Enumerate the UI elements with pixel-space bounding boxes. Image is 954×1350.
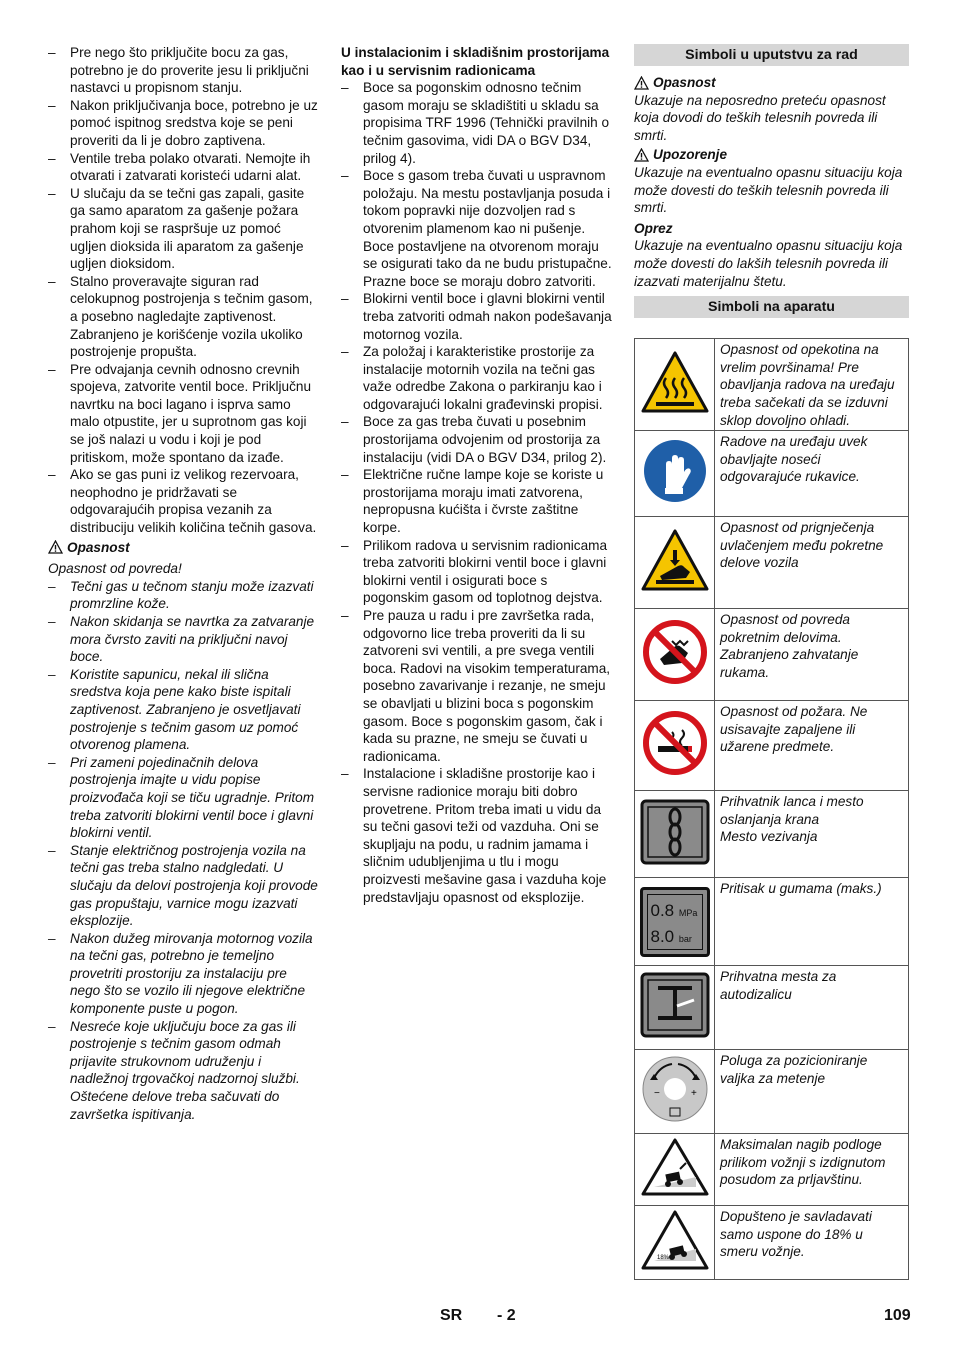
list-item: – Nesreće koje uključuju boce za gas ili postrojenje s tečnim gasom odmah prijavite strukovnom udruženju i nadležnoj trgovačkoj nadzornoj službi. Oštećene delove treba sačuvati do završetka ispitivanja. <box>48 1018 320 1124</box>
list-item: – Pri zameni pojedinačnih delova postrojenja imajte u vidu popise proizvođača koji se tiču ugradnje. Pritom treba zatvoriti blokirni ventil boce i glavni blokirni ventil. <box>48 754 320 842</box>
symbol-row <box>635 1134 909 1206</box>
section-title-manual-symbols: Simboli u uputstvu za rad <box>634 44 909 66</box>
warning-triangle-icon <box>634 148 649 162</box>
section-title-device-symbols: Simboli na aparatu <box>634 296 909 318</box>
upozorenje-text: Ukazuje na eventualno opasnu situaciju koja može dovesti do teških telesnih povreda ili smrti. <box>634 164 903 216</box>
upozorenje-label: Upozorenje <box>653 147 728 163</box>
symbol-icon-cell <box>635 1134 715 1206</box>
symbol-icon-cell <box>635 1050 715 1134</box>
svg-text:−: − <box>653 1088 660 1100</box>
opasnost-text: Ukazuje na neposredno preteću opasnost koja dovodi do teških telesnih povreda ili smrti. <box>634 92 886 143</box>
hand-crush-icon <box>640 528 710 592</box>
symbol-icon-cell <box>635 966 715 1050</box>
symbol-text: Prihvatnik lanca i mesto oslanjanja krana Mesto vezivanja <box>715 791 909 878</box>
symbol-text: Poluga za pozicioniranje valjka za metenje <box>715 1050 909 1134</box>
opasnost-heading <box>634 74 909 92</box>
hot-surface-icon <box>640 350 710 414</box>
section-heading: U instalacionim i skladišnim prostorijama kao i u servisnim radionicama <box>341 45 610 78</box>
max-tilt-icon <box>640 1137 710 1197</box>
symbol-icon-cell <box>635 431 715 517</box>
oprez-label: Oprez <box>634 220 673 236</box>
svg-text:+: + <box>690 1088 697 1100</box>
opasnost-label: Opasnost <box>653 75 716 90</box>
symbol-row <box>635 339 909 431</box>
list-item: – U slučaju da se tečni gas zapali, gasite ga samo aparatom za gašenje požara prahom koji se raspršuje uz pomoć ugljen dioksida ili aparatom za gašenje ugljen dioksidom. <box>48 185 320 273</box>
symbol-text: Maksimalan nagib podloge prilikom vožnji s izdignutom posudom za prljavštinu. <box>715 1134 909 1206</box>
symbol-icon-cell <box>635 878 715 966</box>
footer-page-number: 109 <box>884 1307 911 1324</box>
warning-heading <box>48 539 320 557</box>
chain-icon <box>640 799 710 865</box>
max-slope-icon <box>640 1209 710 1271</box>
footer-section: - 2 <box>497 1307 516 1324</box>
list-item: – Nakon skidanja se navrtka za zatvaranje mora čvrsto zaviti na priključni navoj boce. <box>48 613 320 666</box>
symbol-row <box>635 1206 909 1280</box>
list-item: – Stanje električnog postrojenja vozila na tečni gas treba stalno nadgledati. U slučaju da delovi postrojenja koji provode gas propuštaju, varnice mogu izazvati eksplozije. <box>48 842 320 930</box>
symbol-row <box>635 878 909 966</box>
symbol-text: Dopušteno je savladavati samo uspone do 18% u smeru vožnje. <box>715 1206 909 1280</box>
list-item: – Instalacione i skladišne prostorije kao i servisne radionice moraju biti dobro provetrene. Pritom treba imati u vidu da su tečni gasovi teži od vazduha. Oni se skupljaju na podu, u radnim jamama i sličnim udubljenjima u tlu i mogu proizvesti mešavine gasa i vazduha koje predstavljaju opasnost od eksplozije. <box>341 765 613 906</box>
symbol-icon-cell <box>635 609 715 701</box>
symbol-row <box>635 791 909 878</box>
symbol-row <box>635 966 909 1050</box>
column-3 <box>634 44 909 1280</box>
slope-label: 18% <box>656 1255 669 1262</box>
list-item: – Pre pauza u radu i pre završetka rada, odgovorno lice treba proveriti da li su zatvoreni svi ventili, a pre svega ventili boca. Radovi na visokim temperaturama, posebno zavarivanje i rezanje, ne smeju se obavljati u blizini boca s pogonskim gasom. Boce s pogonskim gasom, čak i kada su prazne, ne smeju se čuvati u radionicama. <box>341 607 613 765</box>
list-item: – Nakon dužeg mirovanja motornog vozila na tečni gas, potrebno je temeljno provetriti prostoriju za instalaciju pre nego što se vozilo ili njegove električne komponente puste u pogon. <box>48 930 320 1018</box>
list-item: – Blokirni ventil boce i glavni blokirni ventil treba zatvoriti odmah nakon podešavanja motornog vozila. <box>341 290 613 343</box>
no-reach-icon <box>642 619 708 685</box>
pressure-bar-unit: bar <box>678 933 692 944</box>
list-item: – Ventile treba polako otvarati. Nemojte ih otvarati i zatvarati koristeći udarni alat. <box>48 150 320 185</box>
warning-intro: Opasnost od povreda! <box>48 561 182 577</box>
tire-pressure-icon <box>640 887 710 957</box>
list-item: – Pre odvajanja cevnih odnosno crevnih spojeva, zatvorite ventil boce. Priključnu navrtku na boci lagano i isprva samo malo otpustite, jer u suprotnom gas koji se još nalazi u vodu i koji je pod pritiskom, može spontano da izađe. <box>48 361 320 467</box>
upozorenje-heading <box>634 146 909 164</box>
storage-list <box>341 79 613 906</box>
pressure-mpa-unit: MPa <box>678 907 698 918</box>
symbol-text: Opasnost od opekotina na vrelim površinama! Pre obavljanja radova na uređaju treba sačekati da se izduvni sklop dovoljno ohladi. <box>715 339 909 431</box>
list-item: – Tečni gas u tečnom stanju može izazvati promrzline kože. <box>48 578 320 613</box>
list-item: – Stalno proveravajte siguran rad celokupnog postrojenja s tečnim gasom, a posebno nagledajte zaptivenost. Zabranjeno je korišćenje vozila ukoliko postrojenje propušta. <box>48 273 320 361</box>
list-item: – Pre nego što priključite bocu za gas, potrebno je do proverite jesu li priključni nastavci u propisnom stanju. <box>48 44 320 97</box>
symbol-row <box>635 701 909 791</box>
roller-lever-icon <box>640 1054 710 1124</box>
list-item: – Nakon priključivanja boce, potrebno je uz pomoć ispitnog sredstva koje se peni proveriti da li je dobro zaptivena. <box>48 97 320 150</box>
column-1 <box>48 44 320 1123</box>
precautions-list <box>48 44 320 537</box>
symbols-table <box>634 338 909 1280</box>
symbol-text: Opasnost od povreda pokretnim delovima. Zabranjeno zahvatanje rukama. <box>715 609 909 701</box>
pressure-mpa-value: 0.8 <box>650 900 675 920</box>
symbol-text: Radove na uređaju uvek obavljajte noseći odgovarajuće rukavice. <box>715 431 909 517</box>
symbol-icon-cell <box>635 791 715 878</box>
list-item: – Boce za gas treba čuvati u posebnim prostorijama odvojenim od prostorija za instalaciju (vidi DA o BGV D34, prilog 2). <box>341 413 613 466</box>
jack-point-icon <box>640 972 710 1038</box>
list-item: – Električne ručne lampe koje se koriste u prostorijama moraju imati zatvorena, nepropusna kućišta i čvrste zaštitne korpe. <box>341 466 613 536</box>
symbol-text: Prihvatna mesta za autodizalicu <box>715 966 909 1050</box>
list-item: – Za položaj i karakteristike prostorije za instalacije motornih vozila na tečni gas važe odredbe Zakona o parkiranju kao i odgovarajući lokalni građevinski propisi. <box>341 343 613 413</box>
symbol-row <box>635 1050 909 1134</box>
list-item: – Boce sa pogonskim odnosno tečnim gasom moraju se skladištiti u skladu sa propisima TRF 1996 (Tehnički pravilnih o tečnim gasovima, vidi DA o BGV D34, prilog 4). <box>341 79 613 167</box>
list-item: – Koristite sapunicu, nekal ili slična sredstva koja pene kako biste ispitali zaptivenost. Zabranjeno je osvetljavati postrojenje s tečnim gasom uz pomoć otvorenog plamena. <box>48 666 320 754</box>
list-item: – Ako se gas puni iz velikog rezervoara, neophodno je pridržavati se odgovarajućih propisa vezanih za distribuciju velikih količina tečnih gasova. <box>48 466 320 536</box>
symbol-row <box>635 609 909 701</box>
gloves-icon <box>642 438 708 504</box>
column-2 <box>341 44 613 906</box>
symbol-text: Pritisak u gumama (maks.) <box>715 878 909 966</box>
symbol-row <box>635 517 909 609</box>
warning-triangle-icon <box>48 540 63 554</box>
footer-language: SR <box>440 1307 463 1324</box>
list-item: – Prilikom radova u servisnim radionicama treba zatvoriti blokirni ventil boce i glavni blokirni ventil i osigurati boce s pogonskim gasom od toplotnog dejstva. <box>341 537 613 607</box>
warning-list <box>48 578 320 1123</box>
symbol-text: Opasnost od prignječenja uvlačenjem među pokretne delove vozila <box>715 517 909 609</box>
warning-triangle-icon <box>634 76 649 90</box>
symbol-icon-cell <box>635 701 715 791</box>
no-smoking-icon <box>642 710 708 776</box>
symbol-row <box>635 431 909 517</box>
warning-label: Opasnost <box>67 539 130 555</box>
symbol-icon-cell <box>635 339 715 431</box>
symbol-icon-cell <box>635 1206 715 1280</box>
symbol-text: Opasnost od požara. Ne usisavajte zapaljene ili užarene predmete. <box>715 701 909 791</box>
oprez-text: Ukazuje na eventualno opasnu situaciju koja može dovesti do lakših telesnih povreda ili izazvati materijalnu štetu. <box>634 238 903 289</box>
list-item: – Boce s gasom treba čuvati u uspravnom položaju. Na mestu postavljanja posuda i tokom popravki nije dozvoljen rad s otvorenim plamenom kao ni pušenje. Boce postavljene na otvorenom moraju se osigurati tako da ne budu pristupačne. Prazne boce se moraju dobro zatvoriti. <box>341 167 613 290</box>
pressure-bar-value: 8.0 <box>650 926 675 946</box>
symbol-icon-cell <box>635 517 715 609</box>
